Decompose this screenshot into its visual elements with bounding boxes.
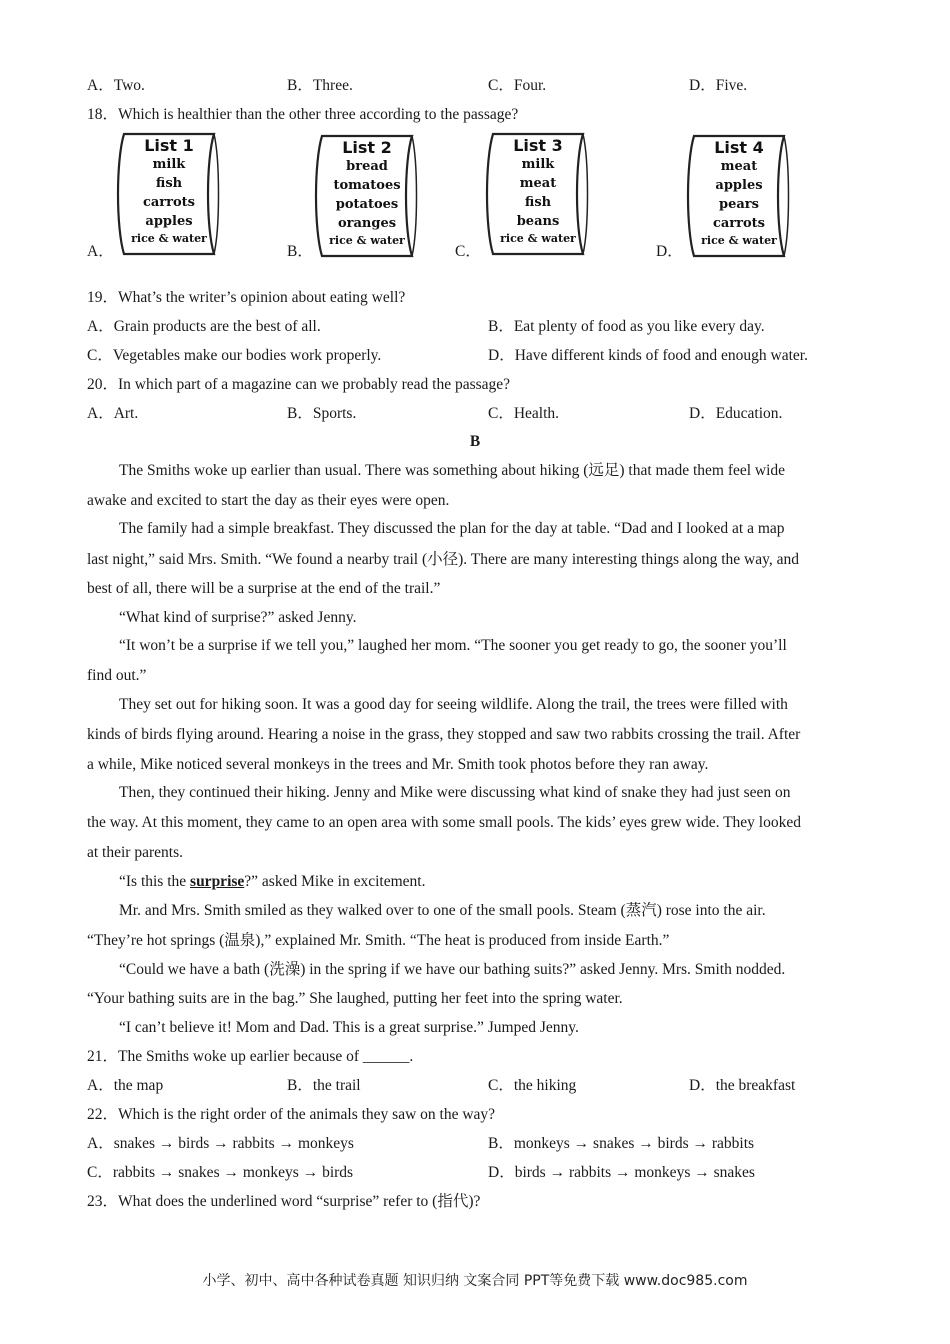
passage-line: Then, they continued their hiking. Jenny and Mike were discussing what kind of snake they had just seen on (119, 784, 791, 801)
passage-line: “What kind of surprise?” asked Jenny. (119, 609, 357, 626)
list-1-title: List 1 (144, 136, 194, 155)
q20-question: 20．In which part of a magazine can we probably read the passage? (87, 376, 511, 393)
q20-option-b: B．Sports. (287, 405, 357, 422)
q17-option-a: A．Two. (87, 77, 145, 94)
passage-line: best of all, there will be a surprise at the end of the trail.” (87, 580, 441, 597)
list-4-item: meat (720, 159, 758, 174)
food-list-3-image (483, 130, 591, 258)
q22-option-b: B．monkeys → snakes → birds → rabbits (488, 1135, 755, 1152)
list-3-footer: rice & water (500, 232, 576, 245)
surprise-line-after: ?” asked Mike in excitement. (244, 873, 426, 890)
q19-option-a: A．Grain products are the best of all. (87, 318, 321, 335)
list-4-item: apples (715, 178, 763, 193)
q18-label-a: A． (87, 243, 114, 260)
passage-line: “Your bathing suits are in the bag.” She laughed, putting her feet into the spring water. (87, 990, 623, 1007)
list-1-item: milk (152, 157, 186, 172)
passage-line: “Could we have a bath (洗澡) in the spring if we have our bathing suits?” asked Jenny. Mrs. Smith nodded. (119, 961, 786, 978)
q19-question: 19．What’s the writer’s opinion about eating well? (87, 289, 406, 306)
passage-line: kinds of birds flying around. Hearing a noise in the grass, they stopped and saw two rabbits crossing the trail. After (87, 726, 801, 743)
passage-line-surprise (119, 872, 862, 892)
list-1-item: fish (155, 176, 183, 191)
page-footer: 小学、初中、高中各种试卷真题 知识归纳 文案合同 PPT等免费下载 www.doc985.com (202, 1273, 748, 1289)
passage-line: a while, Mike noticed several monkeys in the trees and Mr. Smith took photos before they ran away. (87, 756, 709, 773)
list-1-item: apples (145, 214, 193, 229)
q18-label-c: C． (455, 243, 481, 260)
list-1-item: carrots (142, 195, 196, 210)
passage-line: last night,” said Mrs. Smith. “We found a nearby trail (小径). There are many interesting things along the way, and (87, 551, 800, 568)
passage-line: Mr. and Mrs. Smith smiled as they walked over to one of the small pools. Steam (蒸汽) rose into the air. (119, 902, 766, 919)
q17-option-b: B．Three. (287, 77, 353, 94)
food-list-4-image (684, 132, 792, 260)
passage-line: at their parents. (87, 844, 183, 861)
q21-option-a: A．the map (87, 1077, 164, 1094)
q22-option-d: D．birds → rabbits → monkeys → snakes (488, 1164, 755, 1181)
food-list-1-image (114, 130, 222, 258)
q19-option-d: D．Have different kinds of food and enough water. (488, 347, 808, 364)
q22-option-c: C．rabbits → snakes → monkeys → birds (87, 1164, 354, 1181)
q19-option-c: C．Vegetables make our bodies work properly. (87, 347, 382, 364)
surprise-line-before: “Is this the (119, 873, 191, 890)
q18-label-b: B． (287, 243, 313, 260)
underlined-word-surprise: surprise (190, 873, 245, 890)
passage-line: the way. At this moment, they came to an open area with some small pools. The kids’ eyes grew wide. They looked (87, 814, 801, 831)
list-2-item: tomatoes (333, 178, 401, 193)
q21-question: 21．The Smiths woke up earlier because of ______. (87, 1048, 414, 1065)
list-2-item: bread (346, 159, 388, 174)
passage-line: awake and excited to start the day as their eyes were open. (87, 492, 450, 509)
passage-line: The family had a simple breakfast. They discussed the plan for the day at table. “Dad and I looked at a map (119, 520, 785, 537)
section-b-heading: B (469, 433, 481, 450)
q22-question: 22．Which is the right order of the animals they saw on the way? (87, 1106, 496, 1123)
q18-question: 18．Which is healthier than the other three according to the passage? (87, 106, 519, 123)
list-2-item: oranges (337, 216, 397, 231)
q18-label-d: D． (656, 243, 683, 260)
passage-line: “They’re hot springs (温泉),” explained Mr. Smith. “The heat is produced from inside Earth.” (87, 932, 670, 949)
list-3-title: List 3 (513, 136, 563, 155)
list-2-title: List 2 (342, 138, 392, 157)
q19-option-b: B．Eat plenty of food as you like every day. (488, 318, 765, 335)
list-3-item: milk (521, 157, 555, 172)
passage-line: They set out for hiking soon. It was a good day for seeing wildlife. Along the trail, the trees were filled with (119, 696, 788, 713)
q21-option-c: C．the hiking (488, 1077, 577, 1094)
q23-question: 23．What does the underlined word “surprise” refer to (指代)? (87, 1193, 481, 1210)
list-4-item: pears (719, 197, 759, 212)
q21-option-d: D．the breakfast (689, 1077, 796, 1094)
q20-option-c: C．Health. (488, 405, 560, 422)
q20-option-a: A．Art. (87, 405, 139, 422)
q21-option-b: B．the trail (287, 1077, 361, 1094)
list-4-footer: rice & water (701, 234, 777, 247)
list-2-item: potatoes (335, 197, 399, 212)
list-3-item: fish (524, 195, 552, 210)
food-list-2-image (312, 132, 420, 260)
passage-line: “It won’t be a surprise if we tell you,” laughed her mom. “The sooner you get ready to go, the sooner you’ll (119, 637, 787, 654)
list-3-item: beans (516, 214, 560, 229)
list-4-title: List 4 (714, 138, 764, 157)
q20-option-d: D．Education. (689, 405, 783, 422)
passage-line: “I can’t believe it! Mom and Dad. This is a great surprise.” Jumped Jenny. (119, 1019, 579, 1036)
q17-option-d: D．Five. (689, 77, 748, 94)
passage-line: find out.” (87, 667, 147, 684)
list-3-item: meat (519, 176, 557, 191)
q17-option-c: C．Four. (488, 77, 547, 94)
list-1-footer: rice & water (131, 232, 207, 245)
passage-line: The Smiths woke up earlier than usual. There was something about hiking (远足) that made them feel wide (119, 462, 786, 479)
list-4-item: carrots (712, 216, 766, 231)
list-2-footer: rice & water (329, 234, 405, 247)
q22-option-a: A．snakes → birds → rabbits → monkeys (87, 1135, 354, 1152)
